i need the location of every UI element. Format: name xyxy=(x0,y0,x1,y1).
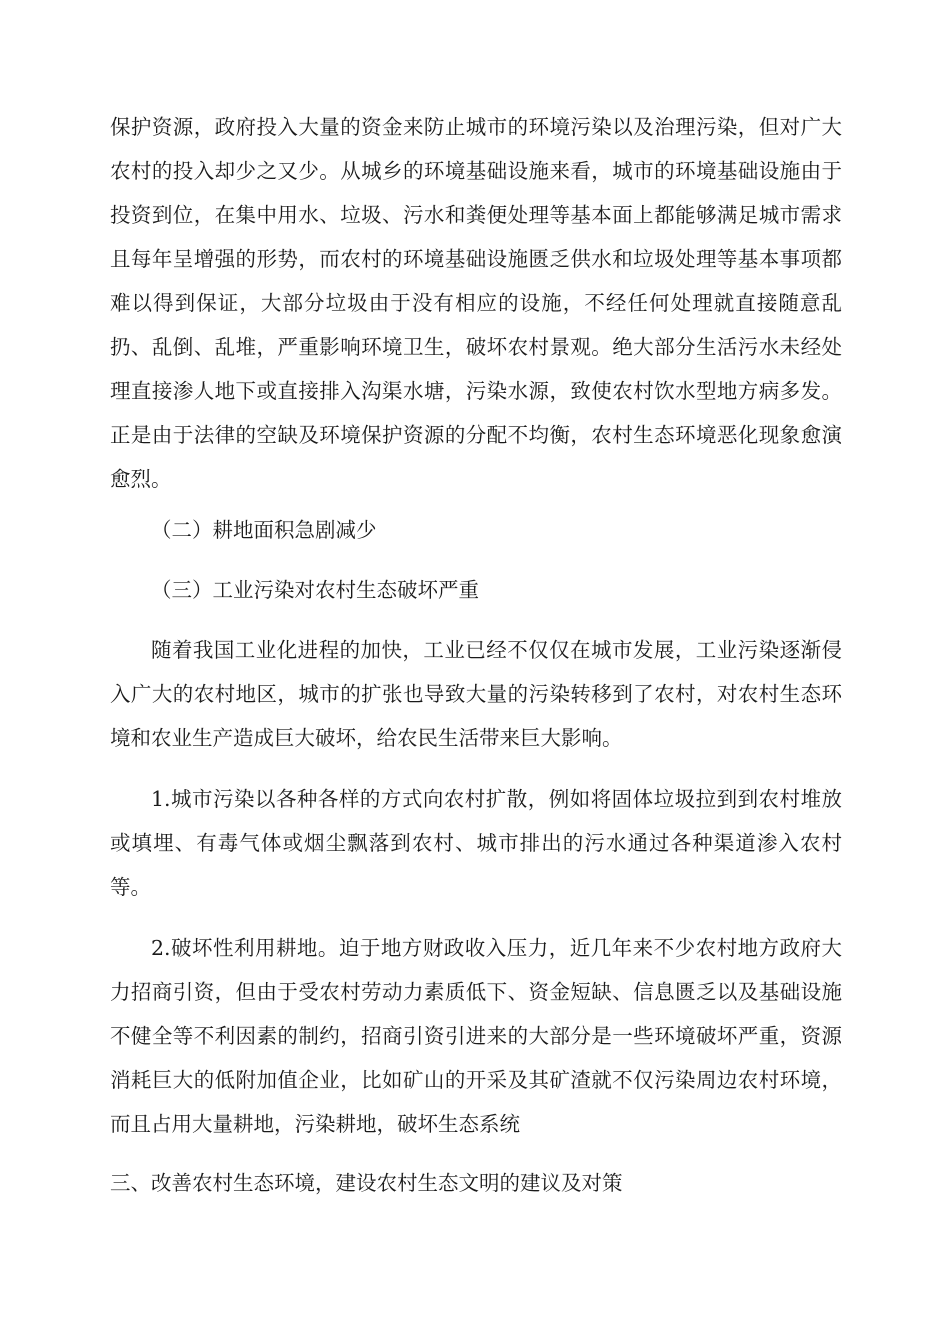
subheading-industrial-pollution: （三）工业污染对农村生态破坏严重 xyxy=(151,578,479,602)
paragraph-industrialization: 随着我国工业化进程的加快，工业已经不仅仅在城市发展，工业污染逐渐侵入广大的农村地区，城市的扩张也导致大量的污染转移到了农村，对农村生态环境和农业生产造成巨大破坏，给农民生活带来巨大影响。 xyxy=(110,638,842,750)
section-heading-recommendations: 三、改善农村生态环境，建设农村生态文明的建议及对策 xyxy=(110,1171,623,1195)
paragraph-infrastructure: 保护资源，政府投入大量的资金来防止城市的环境污染以及治理污染，但对广大农村的投入却少之又少。从城乡的环境基础设施来看，城市的环境基础设施由于投资到位，在集中用水、垃圾、污水和粪便处理等基本面上都能够满足城市需求且每年呈增强的形势，而农村的环境基础设施匮乏供水和垃圾处理等基本事项都难以得到保证，大部分垃圾由于没有相应的设施，不经任何处理就直接随意乱扔、乱倒、乱堆，严重影响环境卫生，破坏农村景观。绝大部分生活污水未经处理直接渗人地下或直接排入沟渠水塘，污染水源，致使农村饮水型地方病多发。正是由于法律的空缺及环境保护资源的分配不均衡，农村生态环境恶化现象愈演愈烈。 xyxy=(110,115,842,491)
paragraph-destructive-land-use: 2.破坏性利用耕地。迫于地方财政收入压力，近几年来不少农村地方政府大力招商引资，但由于受农村劳动力素质低下、资金短缺、信息匮乏以及基础设施不健全等不利因素的制约，招商引资引进来的大部分是一些环境破坏严重，资源消耗巨大的低附加值企业，比如矿山的开采及其矿渣就不仅污染周边农村环境，而且占用大量耕地，污染耕地，破坏生态系统 xyxy=(110,936,842,1136)
subheading-farmland-decrease: （二）耕地面积急剧减少 xyxy=(151,518,377,542)
paragraph-urban-pollution-spread: 1.城市污染以各种各样的方式向农村扩散，例如将固体垃圾拉到到农村堆放或填埋、有毒气体或烟尘飘落到农村、城市排出的污水通过各种渠道渗入农村等。 xyxy=(110,787,842,899)
